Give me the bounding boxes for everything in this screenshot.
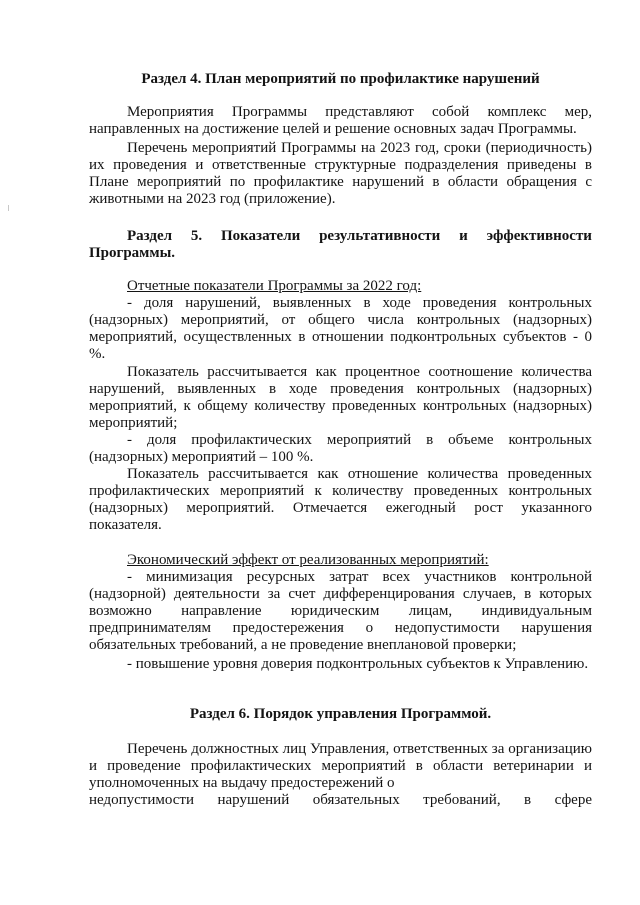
section-5-title-word: Раздел (127, 228, 173, 244)
section-5-title-word: эффективности (486, 228, 592, 244)
section-5-title-line-1 (89, 228, 592, 245)
section-6-title: Раздел 6. Порядок управления Программой. (189, 706, 492, 722)
section-5-title-line-2: Программы. (89, 245, 176, 261)
section-5-title-word: Показатели (220, 228, 301, 244)
bullet-resource-minimization: - минимизация ресурсных затрат всех участников контрольной (надзорной) деятельности за счет дифференцирования случаев, в которых возможно направление юридическим лицам, индивидуальным предпринимателям предостережения о недопустимости нарушения обязательных требований, а не проведение внеплановой проверки; (89, 569, 592, 653)
section-4-paragraph-2: Перечень мероприятий Программы на 2023 год, сроки (периодичность) их проведения и ответственные структурные подразделения приведены в Плане мероприятий по профилактике нарушений в области обращения с животными на 2023 год (приложение). (89, 140, 592, 207)
section-5-title-word: 5. (190, 228, 203, 244)
section-5-title-word: результативности (319, 228, 441, 244)
bullet-trust-increase: - повышение уровня доверия подконтрольных субъектов к Управлению. (127, 656, 589, 672)
section-4-title: Раздел 4. План мероприятий по профилактике нарушений (141, 71, 540, 87)
bullet-preventive-share: - доля профилактических мероприятий в объеме контрольных (надзорных) мероприятий – 100 %. (89, 432, 592, 465)
reporting-indicators-header: Отчетные показатели Программы за 2022 год: (127, 278, 422, 294)
margin-mark (8, 205, 9, 211)
calculation-paragraph-1: Показатель рассчитывается как процентное соотношение количества нарушений, выявленных в ходе проведения контрольных (надзорных) мероприятий, к общему количеству проведенных контрольных (надзорных) мероприятий; (89, 364, 592, 431)
section-6-paragraph-1: Перечень должностных лиц Управления, ответственных за организацию и проведение профилактических мероприятий в области ветеринарии и уполномоченных на выдачу предостережений о (89, 741, 592, 791)
economic-effect-header: Экономический эффект от реализованных мероприятий: (127, 552, 489, 568)
section-4-paragraph-1: Мероприятия Программы представляют собой комплекс мер, направленных на достижение целей и решение основных задач Программы. (89, 104, 592, 137)
calculation-paragraph-2: Показатель рассчитывается как отношение количества проведенных профилактических мероприятий к количеству проведенных контрольных (надзорных) мероприятий. Отмечается ежегодный рост указанного показателя. (89, 466, 592, 533)
reporting-header-line (89, 278, 592, 295)
bullet-violations-share: - доля нарушений, выявленных в ходе проведения контрольных (надзорных) мероприятий, от общего числа контрольных (надзорных) мероприятий, осуществленных в отношении подконтрольных субъектов - 0 %. (89, 295, 592, 362)
section-6-paragraph-last-line: недопустимости нарушений обязательных требований, в сфере (89, 792, 592, 808)
economic-header-line (89, 552, 592, 569)
section-5-title-word: и (459, 228, 468, 244)
